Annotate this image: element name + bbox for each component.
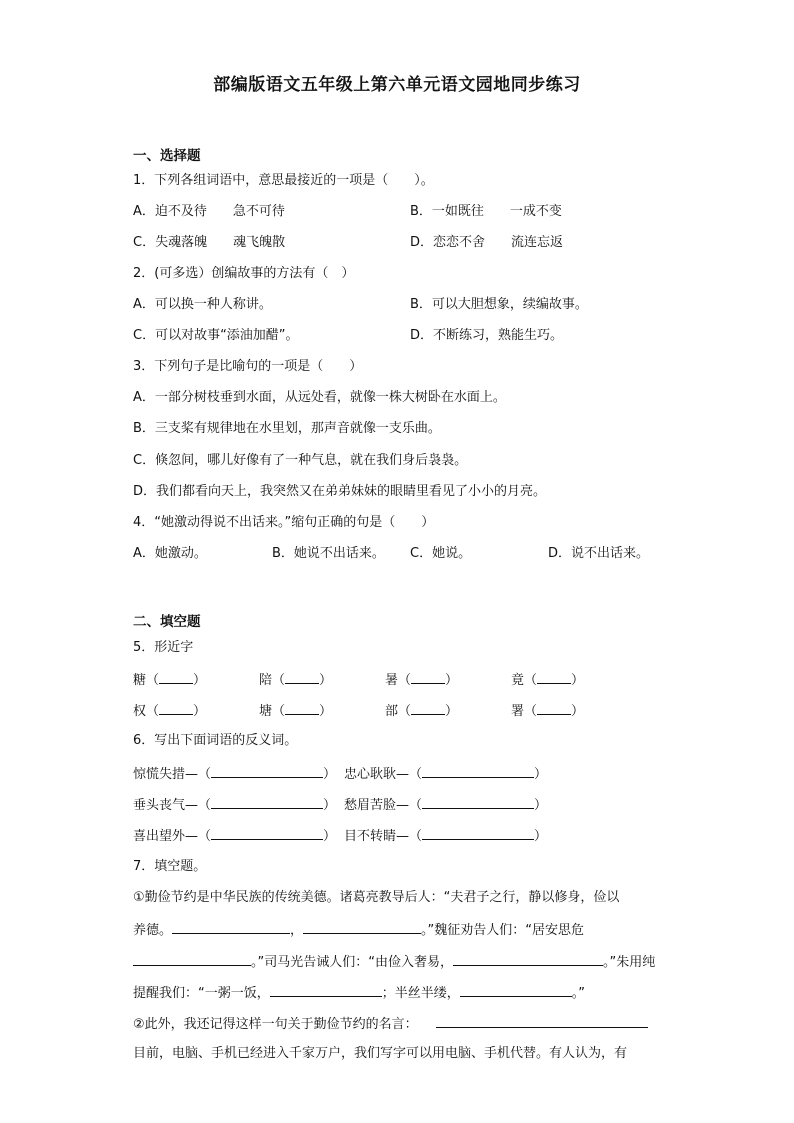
question-1-option-d[interactable]: D．恋恋不舍 流连忘返 bbox=[410, 235, 564, 250]
answer-blank[interactable] bbox=[453, 952, 603, 966]
answer-blank[interactable] bbox=[211, 795, 323, 809]
question-7-line-6: 目前，电脑、手机已经进入千家万户，我们写字可以用电脑、手机代替。有人认为，有 bbox=[133, 1046, 628, 1061]
antonym-item: 垂头丧气—（ ） bbox=[133, 795, 336, 815]
question-2-option-d[interactable]: D．不断练习，熟能生巧。 bbox=[410, 328, 564, 343]
answer-blank[interactable] bbox=[133, 952, 251, 966]
question-1-option-a[interactable]: A．迫不及待 急不可待 bbox=[133, 204, 285, 219]
answer-blank[interactable] bbox=[211, 826, 323, 840]
answer-blank[interactable] bbox=[537, 701, 571, 715]
answer-blank[interactable] bbox=[159, 701, 193, 715]
question-2-option-c[interactable]: C．可以对故事“添油加醋”。 bbox=[133, 328, 299, 343]
question-2-option-a[interactable]: A．可以换一种人称讲。 bbox=[133, 297, 272, 312]
question-4-option-c[interactable]: C．她说。 bbox=[410, 546, 472, 561]
question-6-stem: 6．写出下面词语的反义词。 bbox=[133, 733, 298, 748]
answer-blank[interactable] bbox=[411, 670, 445, 684]
question-4-stem: 4．“她激动得说不出话来。”缩句正确的句是（ ） bbox=[133, 515, 435, 530]
question-1-option-b[interactable]: B．一如既往 一成不变 bbox=[410, 204, 562, 219]
answer-blank[interactable] bbox=[422, 826, 534, 840]
question-5-stem: 5．形近字 bbox=[133, 640, 194, 655]
question-7-line-5: ②此外，我还记得这样一句关于勤俭节约的名言： bbox=[133, 1014, 648, 1034]
similar-char-item: 部（ ） bbox=[385, 701, 458, 721]
question-3-option-d[interactable]: D．我们都看向天上，我突然又在弟弟妹妹的眼睛里看见了小小的月亮。 bbox=[133, 484, 547, 499]
similar-char-item: 暑（ ） bbox=[385, 670, 458, 690]
antonym-item: 忠心耿耿—（ ） bbox=[344, 764, 547, 784]
answer-blank[interactable] bbox=[460, 983, 572, 997]
section-heading-fill: 二、填空题 bbox=[133, 614, 201, 630]
question-4-option-b[interactable]: B．她说不出话来。 bbox=[272, 546, 385, 561]
antonym-item: 喜出望外—（ ） bbox=[133, 826, 336, 846]
question-2-option-b[interactable]: B．可以大胆想象，续编故事。 bbox=[410, 297, 588, 312]
antonym-item: 愁眉苦脸—（ ） bbox=[344, 795, 547, 815]
answer-blank[interactable] bbox=[270, 983, 382, 997]
question-4-option-a[interactable]: A．她激动。 bbox=[133, 546, 207, 561]
question-7-line-4: 提醒我们：“一粥一饭， ；半丝半缕， 。” bbox=[133, 983, 585, 1003]
question-3-option-c[interactable]: C．倏忽间，哪儿好像有了一种气息，就在我们身后袅袅。 bbox=[133, 453, 468, 468]
similar-char-item: 陪（ ） bbox=[259, 670, 332, 690]
similar-char-item: 塘（ ） bbox=[259, 701, 332, 721]
question-2-stem: 2．(可多选）创编故事的方法有（ ） bbox=[133, 266, 355, 281]
similar-char-item: 竟（ ） bbox=[511, 670, 584, 690]
answer-blank[interactable] bbox=[436, 1014, 648, 1028]
similar-char-item: 糖（ ） bbox=[133, 670, 206, 690]
similar-char-item: 署（ ） bbox=[511, 701, 584, 721]
answer-blank[interactable] bbox=[411, 701, 445, 715]
section-heading-choice: 一、选择题 bbox=[133, 148, 201, 164]
question-1-stem: 1．下列各组词语中，意思最接近的一项是（ ）。 bbox=[133, 173, 434, 188]
question-3-stem: 3．下列句子是比喻句的一项是（ ） bbox=[133, 359, 363, 374]
antonym-item: 目不转睛—（ ） bbox=[344, 826, 547, 846]
answer-blank[interactable] bbox=[159, 670, 193, 684]
answer-blank[interactable] bbox=[285, 701, 319, 715]
question-3-option-b[interactable]: B．三支桨有规律地在水里划，那声音就像一支乐曲。 bbox=[133, 421, 441, 436]
answer-blank[interactable] bbox=[422, 764, 534, 778]
page-title: 部编版语文五年级上第六单元语文园地同步练习 bbox=[213, 75, 581, 95]
answer-blank[interactable] bbox=[285, 670, 319, 684]
question-4-option-d[interactable]: D．说不出话来。 bbox=[548, 546, 650, 561]
similar-char-item: 权（ ） bbox=[133, 701, 206, 721]
answer-blank[interactable] bbox=[211, 764, 323, 778]
answer-blank[interactable] bbox=[303, 920, 421, 934]
question-7-line-1: ①勤俭节约是中华民族的传统美德。诸葛亮教导后人：“夫君子之行，静以修身，俭以 bbox=[133, 890, 620, 905]
question-7-line-3: 。”司马光告诫人们：“由俭入奢易， 。”朱用纯 bbox=[133, 952, 655, 972]
question-3-option-a[interactable]: A．一部分树枝垂到水面，从远处看，就像一株大树卧在水面上。 bbox=[133, 390, 506, 405]
question-1-option-c[interactable]: C．失魂落魄 魂飞魄散 bbox=[133, 235, 286, 250]
question-7-stem: 7．填空题。 bbox=[133, 859, 207, 874]
antonym-item: 惊慌失措—（ ） bbox=[133, 764, 336, 784]
answer-blank[interactable] bbox=[172, 920, 290, 934]
question-7-line-2: 养德。 ， 。”魏征劝告人们：“居安思危 bbox=[133, 920, 584, 940]
answer-blank[interactable] bbox=[422, 795, 534, 809]
answer-blank[interactable] bbox=[537, 670, 571, 684]
